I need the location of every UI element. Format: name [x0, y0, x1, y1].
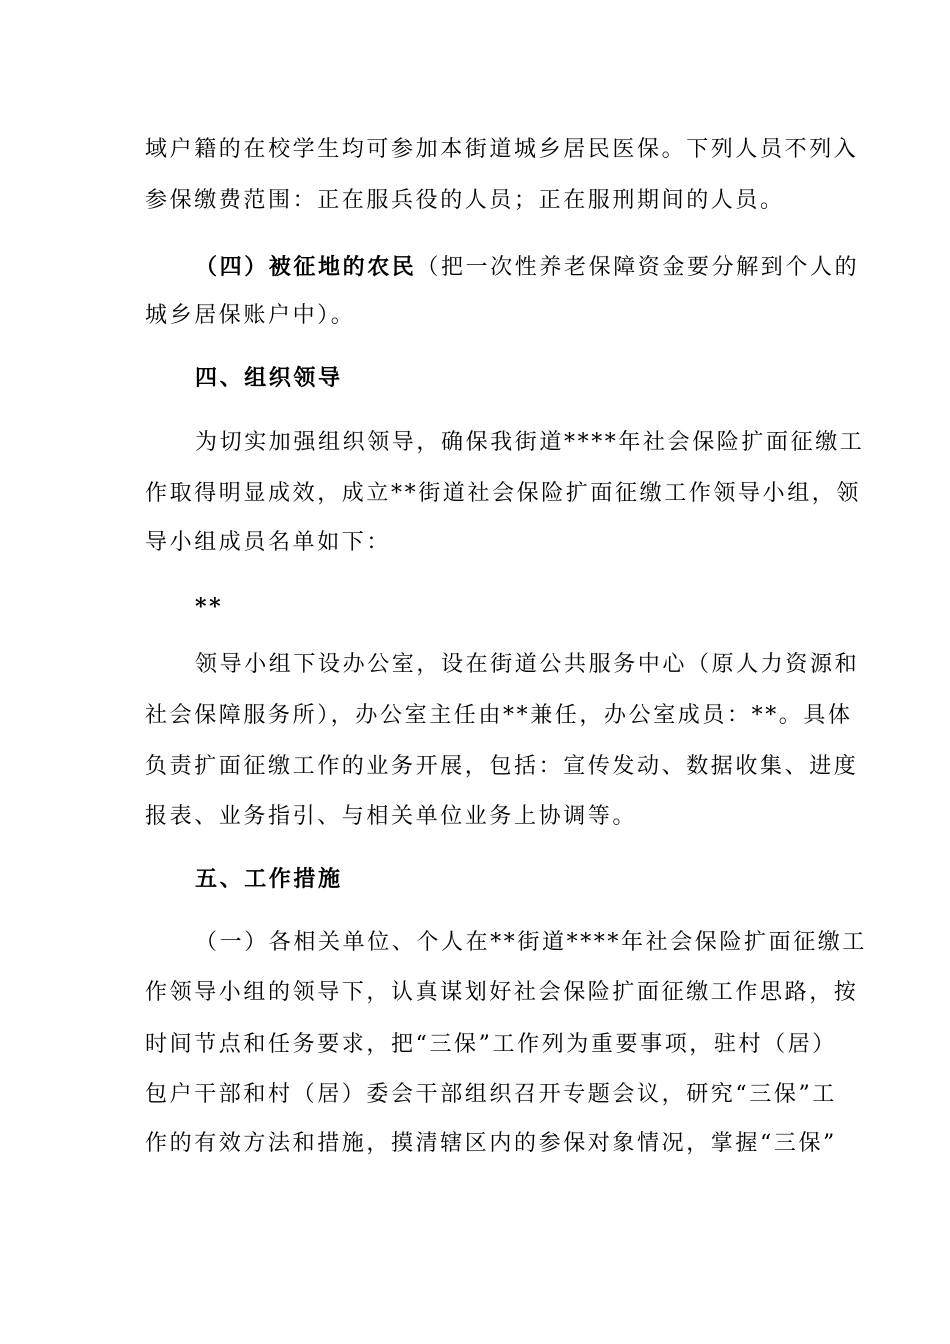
paragraph-line: 时间节点和任务要求，把“三保”工作列为重要事项，驻村（居） [145, 1032, 837, 1057]
paragraph-line: 作的有效方法和措施，摸清辖区内的参保对象情况，掌握“三保” [145, 1131, 837, 1156]
paragraph-line: 负责扩面征缴工作的业务开展，包括：宣传发动、数据收集、进度 [145, 754, 859, 779]
subsection-title: （四）被征地的农民 [195, 254, 417, 280]
paragraph-line: 领导小组下设办公室，设在街道公共服务中心（原人力资源和 [195, 652, 860, 677]
paragraph-line: 域户籍的在校学生均可参加本街道城乡居民医保。下列人员不列入 [145, 137, 859, 162]
paragraph-line: 包户干部和村（居）委会干部组织召开专题会议，研究“三保”工 [145, 1082, 837, 1107]
paragraph-line: 作取得明显成效，成立**街道社会保险扩面征缴工作领导小组，领 [145, 481, 862, 506]
paragraph-line: 参保缴费范围：正在服兵役的人员；正在服刑期间的人员。 [145, 188, 785, 213]
paragraph-line: 城乡居保账户中）。 [145, 303, 356, 328]
paragraph-line: 导小组成员名单如下： [145, 530, 392, 555]
paragraph-line: 为切实加强组织领导，确保我街道****年社会保险扩面征缴工 [195, 430, 865, 455]
member-list: ** [195, 594, 224, 620]
paragraph-line: （一）各相关单位、个人在**街道****年社会保险扩面征缴工 [195, 930, 868, 955]
paragraph-line: 社会保障服务所），办公室主任由**兼任，办公室成员：**。具体 [145, 703, 853, 728]
section-heading-4: 四、组织领导 [195, 366, 343, 391]
section-heading-5: 五、工作措施 [195, 867, 343, 892]
paragraph-line: 报表、业务指引、与相关单位业务上协调等。 [145, 804, 638, 829]
paragraph-line: 作领导小组的领导下，认真谋划好社会保险扩面征缴工作思路，按 [145, 980, 859, 1005]
paragraph-text: （把一次性养老保障资金要分解到个人的 [416, 255, 860, 280]
paragraph-line [195, 252, 860, 283]
